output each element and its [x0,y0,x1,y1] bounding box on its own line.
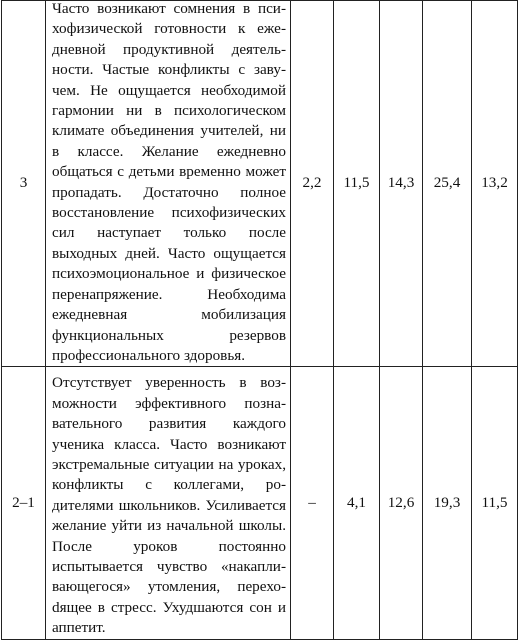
level-cell: 2–1 [2,367,46,639]
value-cell: 12,6 [380,367,423,639]
value-cell: 4,1 [334,367,380,639]
results-table [1,0,518,640]
value-cell: 2,2 [291,1,334,367]
table-row [2,1,518,367]
description-cell [46,367,291,639]
value-cell: 11,5 [472,367,518,639]
value-cell: 25,4 [423,1,472,367]
description-text: Отсутствует уверенность в возможности эффективного познавательного развития каждого ученика класса. Часто возникают экстремальные ситуации на уроках, конфликты с коллегами, родителями школьников. Усиливается желание уйти из начальной школы. После уроков постоянно испытывается чувство «накапливающегося» утомления, перехоdящее в стресс. Ухудшаются сон и аппетит. [52,374,286,637]
table-row [2,367,518,639]
value-cell: – [291,367,334,639]
value-cell: 19,3 [423,367,472,639]
value-cell: 14,3 [380,1,423,367]
value-cell: 11,5 [334,1,380,367]
value-cell: 13,2 [472,1,518,367]
description-text: Часто возникают сомнения в психофизической готовности к ежедневной продуктивной деятельности. Частые конфликты с завучем. Не ощущается необходимой гармонии ни в психологическом климате объединения учителей, ни в классе. Желание ежедневно общаться с детьми временно может пропадать. Достаточно полное восстановление психофизических сил наступает только после выходных дней. Часто ощущается психоэмоциональное и физическое перенапряжение. Необходима ежедневная мобилизация функциональных резервов профессионального здоровья. [52,0,286,364]
description-cell [46,1,291,367]
level-cell: 3 [2,1,46,367]
